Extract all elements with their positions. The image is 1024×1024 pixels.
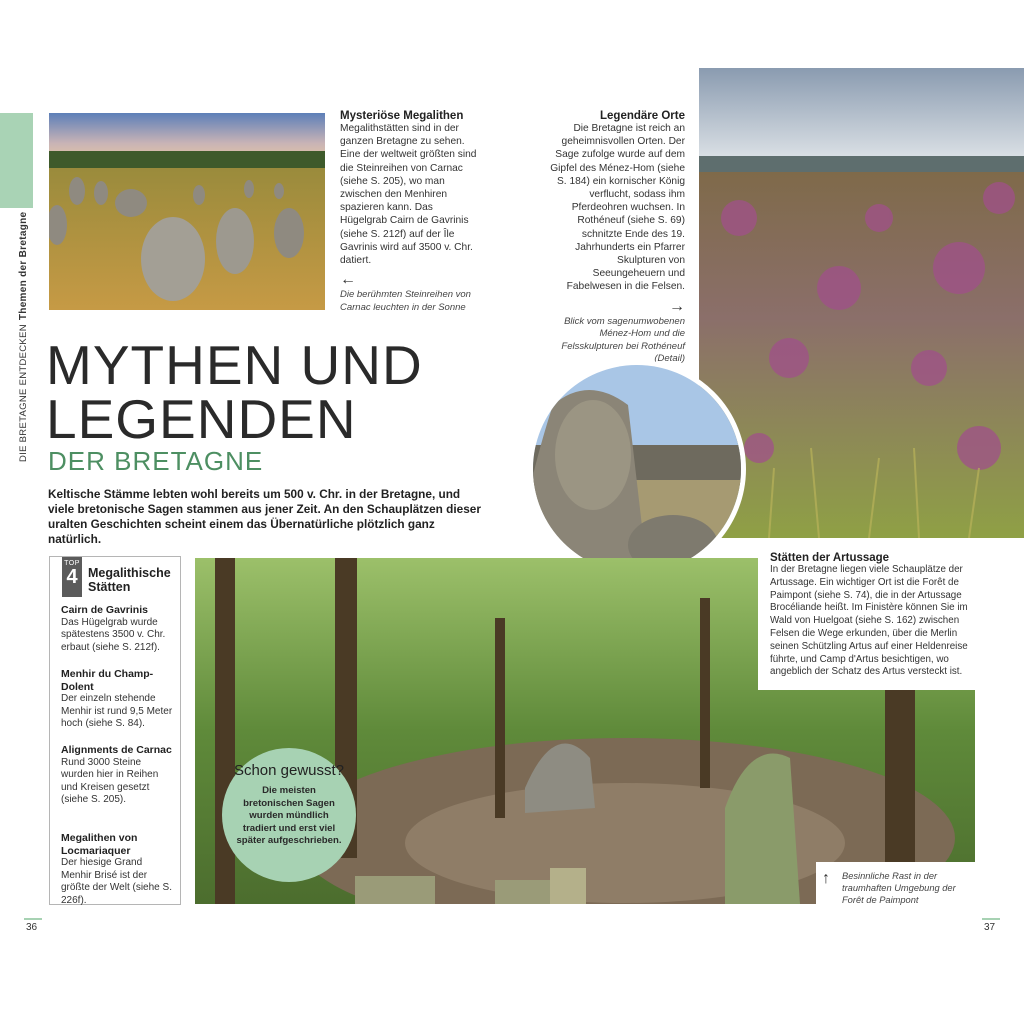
forest-caption-text: Besinnliche Rast in der traumhaften Umgebung der Forêt de Paimpont (842, 871, 956, 905)
title-line-1: MYTHEN UND (46, 334, 423, 396)
top4-item-title: Cairn de Gavrinis (61, 604, 148, 616)
top4-item-text: Der einzeln stehende Menhir ist rund 9,5 Meter hoch (siehe S. 84). (61, 693, 173, 729)
top4-item-text: Rund 3000 Steine wurden hier in Reihen und Kreisen gesetzt (siehe S. 205). (61, 756, 159, 805)
top4-item-title: Menhir du Champ-Dolent (61, 668, 154, 693)
carnac-stones-photo (49, 113, 325, 310)
top4-item (61, 668, 173, 731)
page-number-left: 36 (26, 922, 38, 933)
page-marker-right (982, 918, 1000, 920)
rotheneuf-sculpture-photo (528, 360, 746, 578)
top-number: 4 (66, 566, 78, 588)
megalithen-title: Mysteriöse Megalithen (340, 110, 464, 122)
artus-text-block (758, 548, 994, 690)
orte-caption: Blick vom sagenumwobenen Ménez-Hom und die Felsskulpturen bei Rothéneuf (Detail) (561, 315, 685, 365)
artus-text: In der Bretagne liegen viele Schauplätze der Artussage. Ein wichtiger Ort ist die Forêt de Paimpont (siehe S. 74), die in der Artussage Brocéliande heißt. Im Finistère können Sie im Wald von Huelgoat (siehe S. 162) zwischen Felsen die Wege erkunden, über die Merlin seinen Schützling Artus auf einer Heldenreise führte, und Camp d'Artus besichtigen, wo angeblich der Schatz des Artus versteckt ist. (770, 564, 968, 678)
topic-name: Themen der Bretagne (18, 211, 29, 321)
top4-item-text: Das Hügelgrab wurde spätestens 3500 v. Chr. erbaut (siehe S. 212f). (61, 616, 166, 653)
megalithen-caption: Die berühmten Steinreihen von Carnac leuchten in der Sonne (340, 289, 471, 313)
page-title (46, 334, 423, 450)
title-line-2: LEGENDEN (46, 388, 357, 450)
top4-item-text: Der hiesige Grand Menhir Brisé ist der größte der Welt (siehe S. 226f). (61, 857, 172, 906)
intro-paragraph: Keltische Stämme lebten wohl bereits um 500 v. Chr. in der Bretagne, und viele bretonische Sagen stammen aus jener Zeit. An den Schauplätzen dieser uralten Geschichten scheint einem das Übernatürliche plötzlich ganz natürlich. (48, 487, 481, 546)
orte-title: Legendäre Orte (600, 110, 685, 122)
top4-badge (62, 557, 82, 597)
page-marker-left (24, 918, 42, 920)
did-you-know-question: Schon gewusst? (233, 762, 345, 779)
page-number-right: 37 (984, 922, 996, 933)
section-tab-marker (0, 113, 33, 208)
megalithen-text-block (340, 110, 478, 314)
top4-heading: Megalithische Stätten (88, 566, 171, 594)
arrow-up-icon: ↑ (822, 870, 830, 887)
orte-text: Die Bretagne ist reich an geheimnisvollen Orten. Der Sage zufolge wurde auf dem Gipfel des Ménez-Hom (siehe S. 184) ein kornischer König verflucht, sodass ihm Pferdeohren wuchsen. In Rothéneuf (siehe S. 69) schnitzte Ende des 19. Jahrhunderts ein Pfarrer Skulpturen von Seeungeheuern und Fabelwesen in die Felsen. (550, 123, 685, 293)
arrow-left-icon: ← (340, 271, 356, 289)
orte-text-block (550, 110, 685, 366)
running-header (18, 212, 29, 462)
forest-caption (816, 862, 976, 910)
section-name: DIE BRETAGNE ENTDECKEN (18, 324, 29, 462)
top4-item (61, 604, 173, 654)
did-you-know-answer: Die meisten bretonischen Sagen wurden mündlich tradiert und erst viel später aufgeschrieben. (236, 785, 342, 846)
menez-hom-heather-photo (699, 68, 1024, 538)
top4-item-title: Alignments de Carnac (61, 744, 172, 756)
megalithen-text: Megalithstätten sind in der ganzen Bretagne zu sehen. Eine der weltweit größten sind die Steinreihen von Carnac (siehe S. 205), wo man zwischen den Menhiren spazieren kann. Das Hügelgrab Cairn de Gavrinis (siehe S. 212f) auf der Île Gavrinis wird auf 3500 v. Chr. datiert. (340, 123, 477, 267)
artus-title: Stätten der Artussage (770, 552, 890, 564)
did-you-know-badge (222, 748, 356, 882)
top-label: TOP (64, 560, 80, 567)
page-subtitle: DER BRETAGNE (48, 446, 264, 476)
top4-item-title: Megalithen von Locmariaquer (61, 832, 138, 857)
top4-item (61, 744, 173, 807)
arrow-right-icon: → (669, 297, 685, 315)
top4-item (61, 832, 173, 907)
